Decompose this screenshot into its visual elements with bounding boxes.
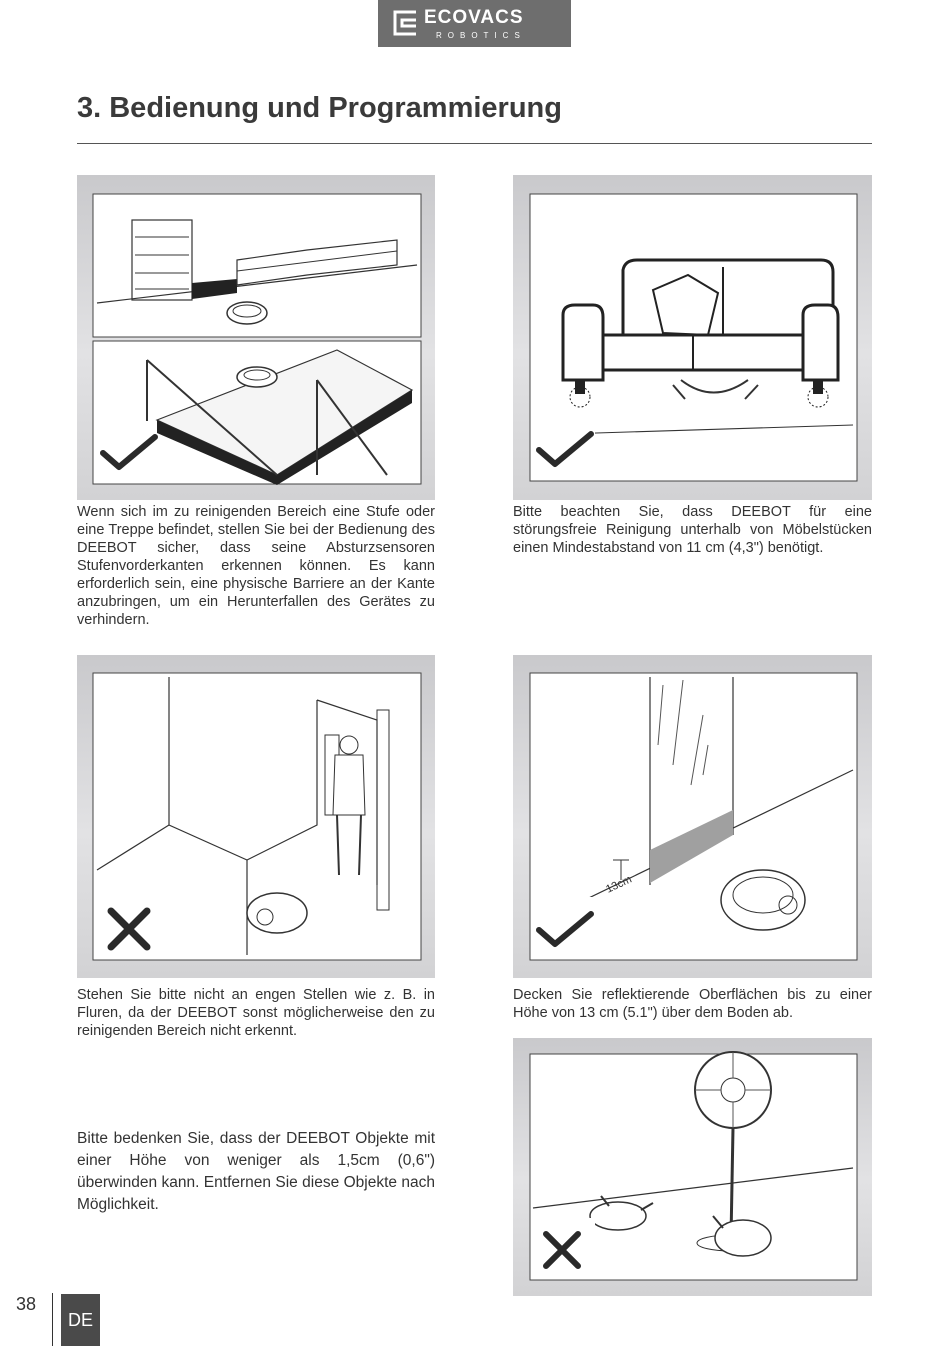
- illustration-sofa: [513, 175, 872, 500]
- caption-mirror: Decken Sie reflektierende Oberflächen bis zu einer Höhe von 13 cm (5.1") über dem Boden ab.: [513, 987, 872, 1021]
- illustration-hallway: [77, 655, 435, 978]
- caption-obstacles: Bitte bedenken Sie, dass der DEEBOT Objekte mit einer Höhe von weniger als 1,5cm (0,6") überwinden kann. Entfernen Sie diese Objekte nach Möglichkeit.: [77, 1130, 435, 1213]
- illustration-stairs: [77, 175, 435, 500]
- ecovacs-logo: [378, 0, 571, 47]
- checkmark-icon: [535, 430, 595, 470]
- cross-icon: [540, 1228, 584, 1272]
- checkmark-icon: [99, 433, 159, 473]
- illustration-fan: [513, 1038, 872, 1296]
- caption-sofa: Bitte beachten Sie, dass DEEBOT für eine störungsfreie Reinigung unterhalb von Möbelstücken einen Mindestabstand von 11 cm (4,3") benötigt.: [513, 504, 872, 556]
- page-title: 3. Bedienung und Programmierung: [77, 92, 562, 124]
- checkmark-icon: [535, 910, 595, 950]
- brand-sub: ROBOTICS: [436, 31, 526, 40]
- title-divider: [77, 143, 872, 144]
- caption-hallway: Stehen Sie bitte nicht an engen Stellen wie z. B. in Fluren, da der DEEBOT sonst möglicherweise den zu reinigenden Bereich nicht erkennt.: [77, 987, 435, 1039]
- caption-stairs: Wenn sich im zu reinigenden Bereich eine Stufe oder eine Treppe befindet, stellen Sie bei der Bedienung des DEEBOT sicher, dass seine Absturzsensoren Stufenvorderkanten erkennen können. Es kann erforderlich sein, eine physische Barriere an der Kante anzubringen, um ein Herunterfallen des Gerätes zu verhindern.: [77, 504, 435, 628]
- cross-icon: [105, 905, 153, 953]
- page-number: 38: [16, 1294, 37, 1314]
- brand-name: ECOVACS: [424, 7, 524, 28]
- ecovacs-logo-icon: [392, 9, 418, 37]
- illustration-mirror: [513, 655, 872, 978]
- language-tab: DE: [61, 1294, 100, 1346]
- height-label: 13cm: [604, 873, 634, 896]
- footer-divider: [52, 1293, 53, 1346]
